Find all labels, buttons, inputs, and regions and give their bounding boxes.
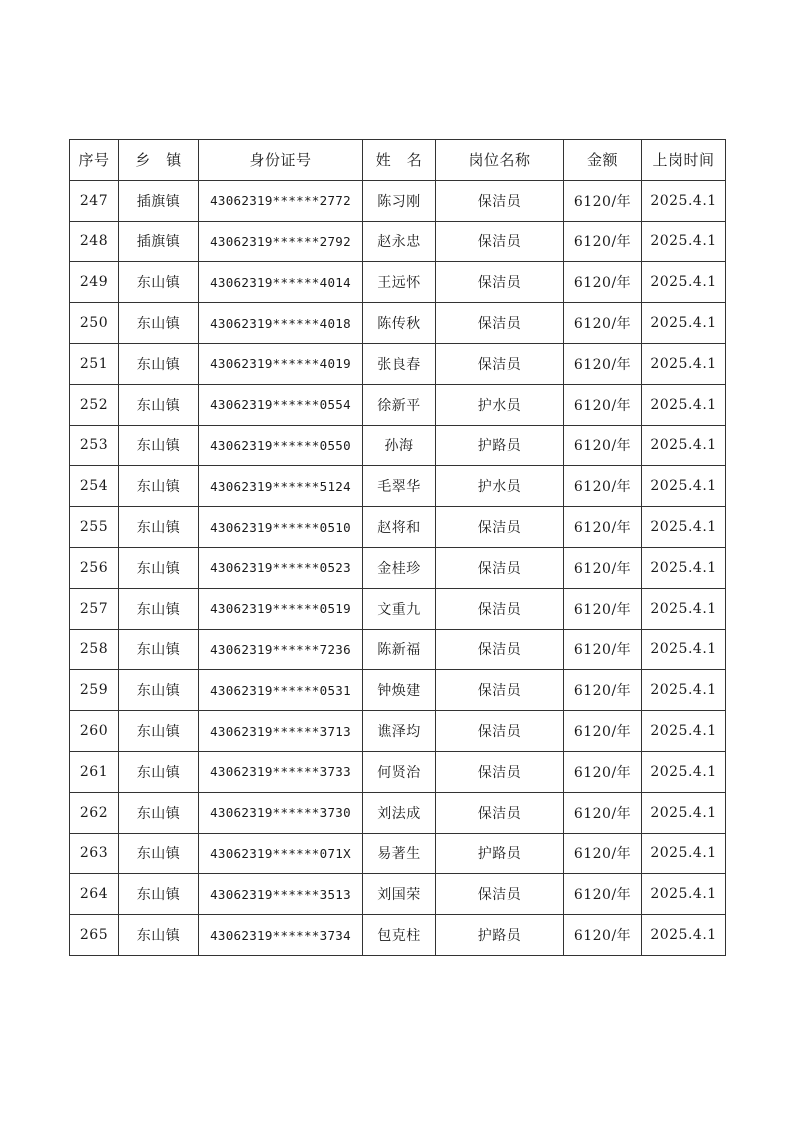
table-row: [70, 874, 726, 915]
cell-seq: 256: [70, 547, 119, 588]
cell-name: 陈传秋: [363, 303, 436, 344]
table-row: [70, 180, 726, 221]
cell-town: 东山镇: [119, 547, 199, 588]
cell-post: 护水员: [436, 466, 564, 507]
cell-post: 保洁员: [436, 303, 564, 344]
header-name: 姓 名: [363, 140, 436, 181]
cell-amount: 6120/年: [564, 670, 642, 711]
cell-town: 东山镇: [119, 384, 199, 425]
cell-start-date: 2025.4.1: [642, 915, 726, 956]
cell-amount: 6120/年: [564, 915, 642, 956]
cell-amount: 6120/年: [564, 588, 642, 629]
cell-post: 保洁员: [436, 874, 564, 915]
cell-town: 东山镇: [119, 507, 199, 548]
cell-start-date: 2025.4.1: [642, 384, 726, 425]
cell-amount: 6120/年: [564, 874, 642, 915]
cell-name: 赵将和: [363, 507, 436, 548]
cell-post: 护路员: [436, 833, 564, 874]
cell-name: 毛翠华: [363, 466, 436, 507]
cell-name: 钟焕建: [363, 670, 436, 711]
personnel-table: [69, 139, 726, 956]
cell-amount: 6120/年: [564, 547, 642, 588]
cell-start-date: 2025.4.1: [642, 629, 726, 670]
cell-start-date: 2025.4.1: [642, 425, 726, 466]
cell-post: 保洁员: [436, 751, 564, 792]
cell-seq: 254: [70, 466, 119, 507]
cell-seq: 262: [70, 792, 119, 833]
cell-amount: 6120/年: [564, 262, 642, 303]
cell-amount: 6120/年: [564, 751, 642, 792]
cell-name: 文重九: [363, 588, 436, 629]
cell-name: 易著生: [363, 833, 436, 874]
cell-town: 东山镇: [119, 262, 199, 303]
cell-start-date: 2025.4.1: [642, 507, 726, 548]
cell-seq: 257: [70, 588, 119, 629]
cell-town: 东山镇: [119, 915, 199, 956]
cell-amount: 6120/年: [564, 384, 642, 425]
cell-town: 东山镇: [119, 588, 199, 629]
cell-town: 东山镇: [119, 711, 199, 752]
cell-seq: 259: [70, 670, 119, 711]
cell-post: 保洁员: [436, 588, 564, 629]
cell-id-number: 43062319******4014: [199, 262, 363, 303]
cell-seq: 255: [70, 507, 119, 548]
cell-town: 插旗镇: [119, 180, 199, 221]
header-id-number: 身份证号: [199, 140, 363, 181]
table-row: [70, 792, 726, 833]
table-row: [70, 466, 726, 507]
cell-id-number: 43062319******7236: [199, 629, 363, 670]
cell-post: 保洁员: [436, 507, 564, 548]
table-row: [70, 588, 726, 629]
cell-start-date: 2025.4.1: [642, 711, 726, 752]
cell-start-date: 2025.4.1: [642, 180, 726, 221]
cell-post: 保洁员: [436, 343, 564, 384]
cell-town: 东山镇: [119, 670, 199, 711]
cell-post: 保洁员: [436, 221, 564, 262]
cell-post: 护路员: [436, 425, 564, 466]
cell-seq: 247: [70, 180, 119, 221]
cell-start-date: 2025.4.1: [642, 303, 726, 344]
cell-amount: 6120/年: [564, 180, 642, 221]
cell-amount: 6120/年: [564, 343, 642, 384]
cell-id-number: 43062319******3713: [199, 711, 363, 752]
cell-id-number: 43062319******0531: [199, 670, 363, 711]
cell-id-number: 43062319******3730: [199, 792, 363, 833]
cell-seq: 251: [70, 343, 119, 384]
cell-post: 护水员: [436, 384, 564, 425]
header-post: 岗位名称: [436, 140, 564, 181]
cell-name: 包克柱: [363, 915, 436, 956]
cell-name: 谯泽均: [363, 711, 436, 752]
cell-id-number: 43062319******0554: [199, 384, 363, 425]
table-row: [70, 303, 726, 344]
cell-seq: 252: [70, 384, 119, 425]
table-row: [70, 343, 726, 384]
cell-name: 孙海: [363, 425, 436, 466]
cell-amount: 6120/年: [564, 507, 642, 548]
cell-amount: 6120/年: [564, 466, 642, 507]
table-row: [70, 221, 726, 262]
cell-id-number: 43062319******0550: [199, 425, 363, 466]
cell-id-number: 43062319******0523: [199, 547, 363, 588]
cell-id-number: 43062319******5124: [199, 466, 363, 507]
cell-start-date: 2025.4.1: [642, 670, 726, 711]
cell-name: 赵永忠: [363, 221, 436, 262]
header-start-date: 上岗时间: [642, 140, 726, 181]
table-row: [70, 629, 726, 670]
cell-name: 刘国荣: [363, 874, 436, 915]
table-row: [70, 547, 726, 588]
cell-seq: 260: [70, 711, 119, 752]
cell-name: 金桂珍: [363, 547, 436, 588]
cell-start-date: 2025.4.1: [642, 221, 726, 262]
cell-start-date: 2025.4.1: [642, 792, 726, 833]
cell-town: 东山镇: [119, 629, 199, 670]
table-row: [70, 833, 726, 874]
cell-town: 东山镇: [119, 792, 199, 833]
table-row: [70, 262, 726, 303]
cell-post: 保洁员: [436, 262, 564, 303]
cell-amount: 6120/年: [564, 629, 642, 670]
cell-amount: 6120/年: [564, 425, 642, 466]
cell-id-number: 43062319******2792: [199, 221, 363, 262]
cell-town: 东山镇: [119, 343, 199, 384]
cell-amount: 6120/年: [564, 711, 642, 752]
table-row: [70, 507, 726, 548]
cell-town: 东山镇: [119, 833, 199, 874]
header-amount: 金额: [564, 140, 642, 181]
cell-seq: 250: [70, 303, 119, 344]
cell-town: 东山镇: [119, 425, 199, 466]
cell-id-number: 43062319******4019: [199, 343, 363, 384]
cell-post: 护路员: [436, 915, 564, 956]
header-town: 乡 镇: [119, 140, 199, 181]
table-row: [70, 751, 726, 792]
cell-post: 保洁员: [436, 792, 564, 833]
table-row: [70, 670, 726, 711]
cell-id-number: 43062319******071X: [199, 833, 363, 874]
cell-id-number: 43062319******3513: [199, 874, 363, 915]
cell-id-number: 43062319******2772: [199, 180, 363, 221]
table-row: [70, 711, 726, 752]
table-body: [70, 180, 726, 955]
cell-seq: 249: [70, 262, 119, 303]
cell-start-date: 2025.4.1: [642, 588, 726, 629]
cell-town: 东山镇: [119, 874, 199, 915]
cell-id-number: 43062319******3733: [199, 751, 363, 792]
cell-start-date: 2025.4.1: [642, 466, 726, 507]
cell-amount: 6120/年: [564, 792, 642, 833]
cell-start-date: 2025.4.1: [642, 262, 726, 303]
table-row: [70, 384, 726, 425]
cell-start-date: 2025.4.1: [642, 343, 726, 384]
cell-name: 何贤治: [363, 751, 436, 792]
cell-name: 王远怀: [363, 262, 436, 303]
cell-post: 保洁员: [436, 670, 564, 711]
cell-post: 保洁员: [436, 547, 564, 588]
cell-seq: 253: [70, 425, 119, 466]
cell-name: 张良春: [363, 343, 436, 384]
cell-id-number: 43062319******0510: [199, 507, 363, 548]
cell-town: 插旗镇: [119, 221, 199, 262]
table-header-row: [70, 140, 726, 181]
cell-post: 保洁员: [436, 180, 564, 221]
cell-post: 保洁员: [436, 629, 564, 670]
table-row: [70, 425, 726, 466]
cell-seq: 264: [70, 874, 119, 915]
cell-name: 徐新平: [363, 384, 436, 425]
cell-town: 东山镇: [119, 466, 199, 507]
cell-amount: 6120/年: [564, 303, 642, 344]
cell-start-date: 2025.4.1: [642, 833, 726, 874]
cell-name: 陈新福: [363, 629, 436, 670]
cell-amount: 6120/年: [564, 833, 642, 874]
cell-seq: 258: [70, 629, 119, 670]
cell-town: 东山镇: [119, 303, 199, 344]
cell-start-date: 2025.4.1: [642, 547, 726, 588]
cell-name: 刘法成: [363, 792, 436, 833]
cell-seq: 248: [70, 221, 119, 262]
cell-town: 东山镇: [119, 751, 199, 792]
cell-seq: 263: [70, 833, 119, 874]
cell-seq: 261: [70, 751, 119, 792]
cell-id-number: 43062319******0519: [199, 588, 363, 629]
cell-start-date: 2025.4.1: [642, 874, 726, 915]
cell-post: 保洁员: [436, 711, 564, 752]
header-seq: 序号: [70, 140, 119, 181]
table-row: [70, 915, 726, 956]
cell-seq: 265: [70, 915, 119, 956]
cell-start-date: 2025.4.1: [642, 751, 726, 792]
cell-id-number: 43062319******3734: [199, 915, 363, 956]
cell-name: 陈习刚: [363, 180, 436, 221]
cell-amount: 6120/年: [564, 221, 642, 262]
cell-id-number: 43062319******4018: [199, 303, 363, 344]
